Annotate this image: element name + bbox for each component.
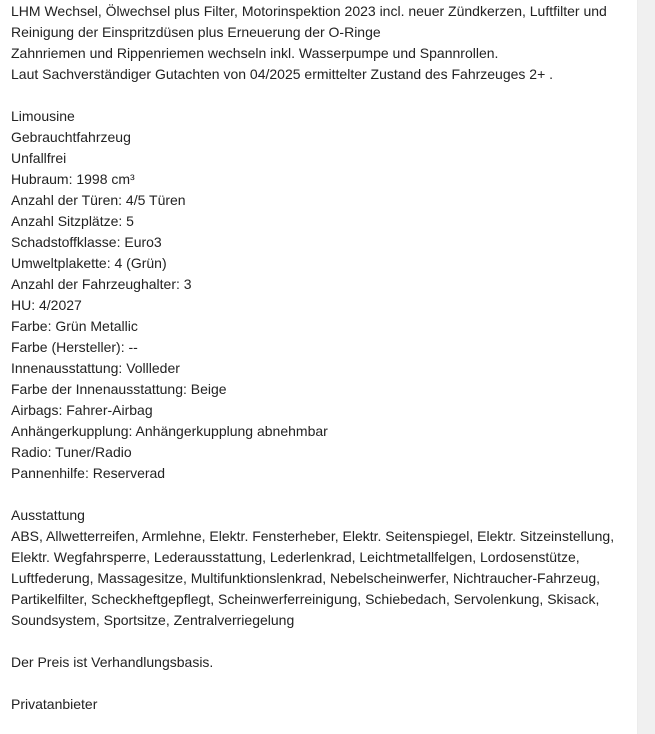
seller-type: Privatanbieter — [11, 696, 98, 712]
features-heading: Ausstattung — [11, 507, 85, 523]
spec-item: Innenausstattung: Vollleder — [11, 360, 180, 376]
accident-status: Unfallfrei — [11, 150, 67, 166]
spec-item: Anzahl Sitzplätze: 5 — [11, 213, 134, 229]
spec-item: Farbe der Innenausstattung: Beige — [11, 381, 227, 397]
spec-item: Anzahl der Fahrzeughalter: 3 — [11, 276, 192, 292]
spec-item: Farbe: Grün Metallic — [11, 318, 138, 334]
listing-description — [11, 1, 626, 715]
spacer — [11, 85, 626, 106]
spec-item: Airbags: Fahrer-Airbag — [11, 402, 153, 418]
features-line: ABS, Allwetterreifen, Armlehne, Elektr. Fensterheber, Elektr. Seitenspiegel, Elektr. Sitzeinstellung, — [11, 528, 615, 544]
spec-item: Schadstoffklasse: Euro3 — [11, 234, 162, 250]
spec-list — [11, 169, 626, 484]
features-line: Luftfederung, Massagesitze, Multifunktionslenkrad, Nebelscheinwerfer, Nichtraucher-Fahrzeug, — [11, 570, 601, 586]
spec-item: Pannenhilfe: Reserverad — [11, 465, 166, 481]
spacer — [11, 484, 626, 505]
features-line: Soundsystem, Sportsitze, Zentralverriegelung — [11, 612, 295, 628]
spec-item: Hubraum: 1998 cm³ — [11, 171, 135, 187]
spec-item: Anhängerkupplung: Anhängerkupplung abnehmbar — [11, 423, 328, 439]
intro-line: Reinigung der Einspritzdüsen plus Erneuerung der O-Ringe — [11, 24, 381, 40]
intro-line: Laut Sachverständiger Gutachten von 04/2025 ermittelter Zustand des Fahrzeuges 2+ . — [11, 66, 554, 82]
vertical-scrollbar[interactable] — [637, 0, 655, 734]
features-list — [11, 526, 626, 631]
features-line: Elektr. Wegfahrsperre, Lederausstattung, Lederlenkrad, Leichtmetallfelgen, Lordosenstütze, — [11, 549, 580, 565]
features-line: Partikelfilter, Scheckheftgepflegt, Scheinwerferreinigung, Schiebedach, Servolenkung, Skisack, — [11, 591, 600, 607]
body-type: Limousine — [11, 108, 75, 124]
price-note: Der Preis ist Verhandlungsbasis. — [11, 654, 214, 670]
spacer — [11, 631, 626, 652]
spec-item: HU: 4/2027 — [11, 297, 82, 313]
intro-text — [11, 1, 626, 85]
spec-item: Farbe (Hersteller): -- — [11, 339, 138, 355]
intro-line: LHM Wechsel, Ölwechsel plus Filter, Motorinspektion 2023 incl. neuer Zündkerzen, Luftfilter und — [11, 3, 607, 19]
spec-item: Umweltplakette: 4 (Grün) — [11, 255, 167, 271]
intro-line: Zahnriemen und Rippenriemen wechseln inkl. Wasserpumpe und Spannrollen. — [11, 45, 499, 61]
vehicle-condition: Gebrauchtfahrzeug — [11, 129, 131, 145]
spec-item: Radio: Tuner/Radio — [11, 444, 132, 460]
spec-item: Anzahl der Türen: 4/5 Türen — [11, 192, 186, 208]
spacer — [11, 673, 626, 694]
